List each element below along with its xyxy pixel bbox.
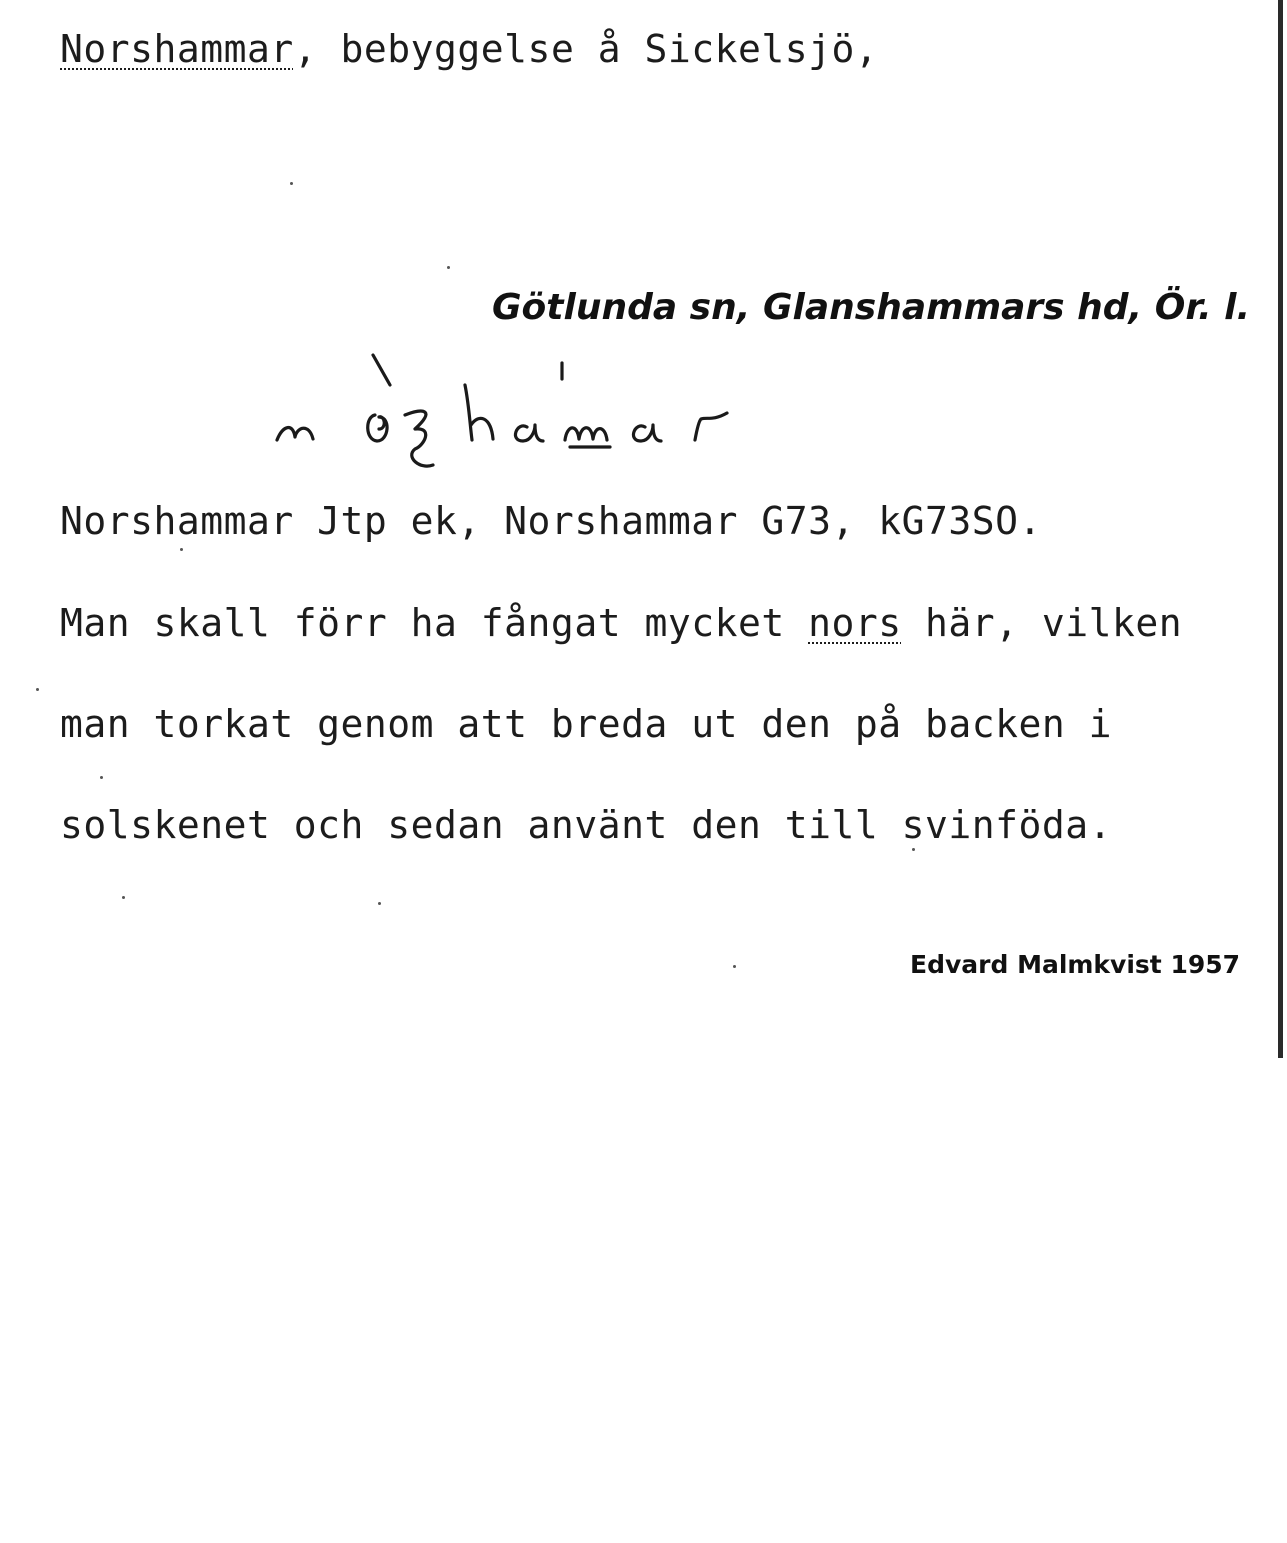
speck [733,965,736,968]
speck [447,266,450,269]
phonetic-transcription [265,345,765,495]
body-line-3: solskenet och sedan använt den till svinföda. [60,803,1113,847]
location-line: Götlunda sn, Glanshammars hd, Ör. l. [492,287,1251,328]
underlined-word: nors [808,601,902,645]
body-line-2: man torkat genom att breda ut den på backen i [60,702,1113,746]
speck [36,688,39,691]
speck [378,902,381,905]
body-line-1-start: Man skall förr ha fångat mycket [60,601,809,645]
speck [180,548,183,551]
card-edge [1278,0,1283,1058]
speck [122,896,125,899]
body-line-1-end: här, vilken [901,601,1183,645]
signature: Edvard Malmkvist 1957 [910,950,1241,979]
body-line-1 [60,601,1183,645]
sources-line: Norshammar Jtp ek, Norshammar G73, kG73SO. [60,499,1042,543]
heading-rest: , bebyggelse å Sickelsjö, [293,27,879,71]
speck [912,848,915,851]
speck [100,776,103,779]
headword: Norshammar [60,27,294,71]
card-heading [60,27,879,71]
speck [290,182,293,185]
